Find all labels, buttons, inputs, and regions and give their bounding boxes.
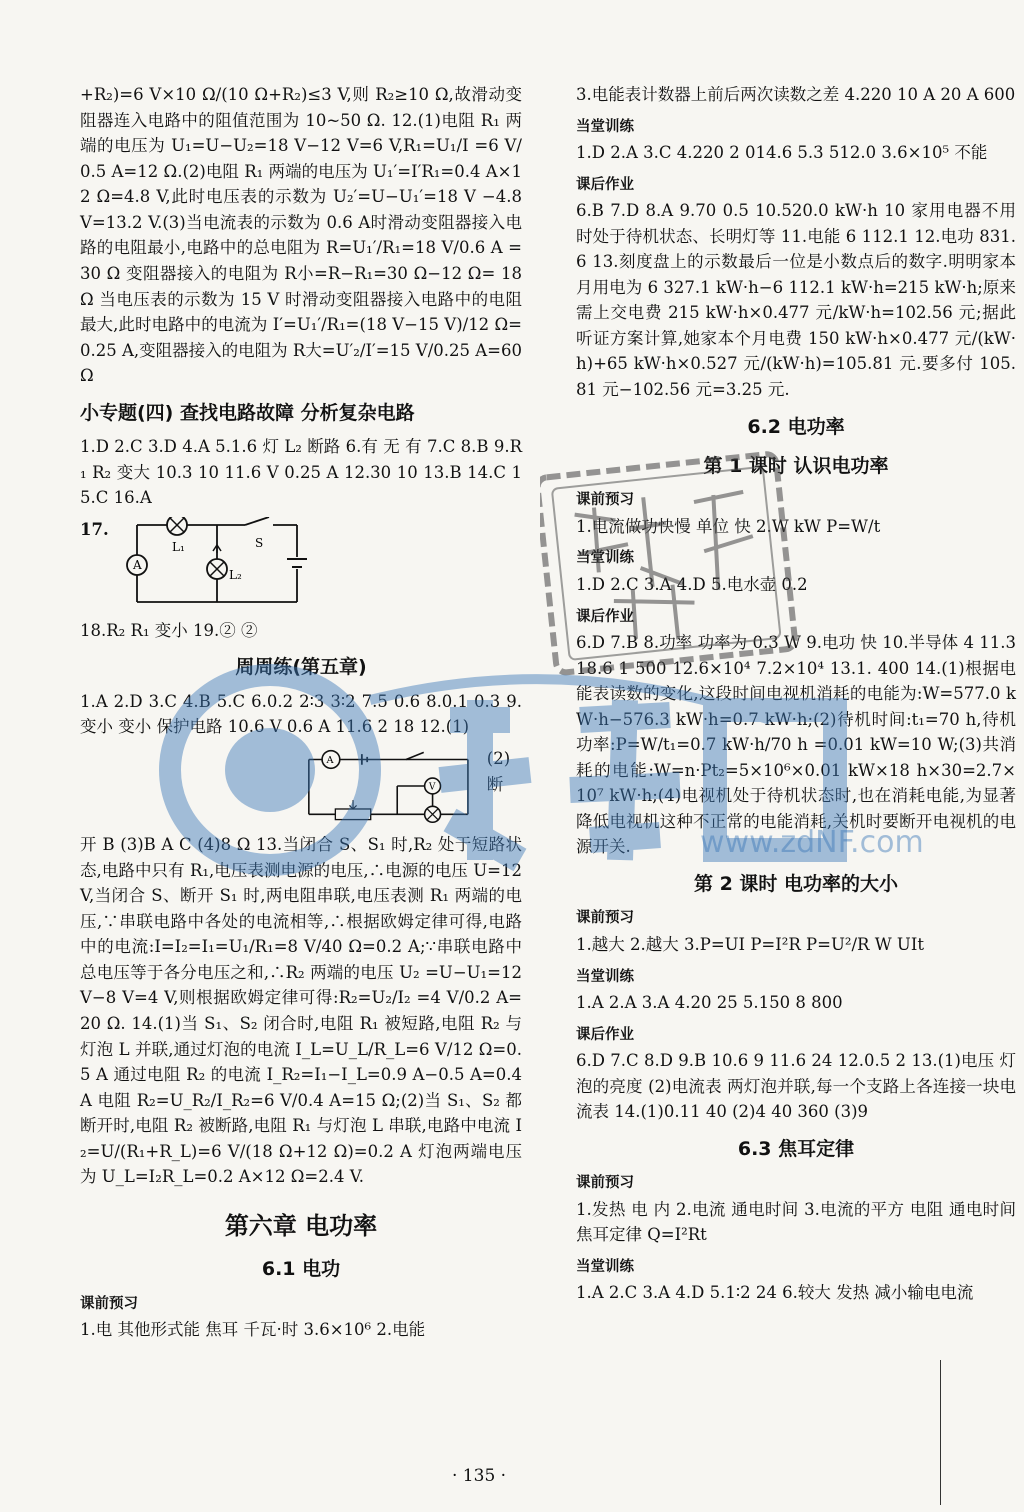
inline-text: (2)断 <box>486 749 511 794</box>
section-heading: 6.2 电功率 <box>747 415 845 438</box>
subsection-label: 课前预习 <box>576 910 634 927</box>
subsection-label: 当堂训练 <box>576 118 634 135</box>
answer-paragraph: 1.A 2.C 3.A 4.D 5.1∶2 24 6.较大 发热 减小输电电流 <box>576 1283 974 1303</box>
answer-paragraph: 18.R₂ R₁ 变小 19.② ② <box>80 620 258 640</box>
circuit-17-svg <box>117 517 317 612</box>
subsection-label: 课前预习 <box>576 1175 634 1192</box>
subsection-label: 当堂训练 <box>576 968 634 985</box>
section-heading: 6.3 焦耳定律 <box>737 1137 855 1160</box>
answer-paragraph: 开 B (3)B A C (4)8 Ω 13.当闭合 S、S₁ 时,R₂ 处于短路状态,电路中只有 R₁,电压表测电源的电压,∴电源的电压 U=12 V,当闭合 S、断开 S₁ 时,两电阻串联,电压表测 R₁ 两端的电压,∵串联电路中各处的电流相等,∴根据欧姆定律可得,电路中的电流:I=I₂=I₁=U₁/R₁=8 V/40 Ω=0.2 A;∵串联电路中总电压等于各分电压之和,∴R₂ 两端的电压 U₂ =U−U₁=12 V−8 V=4 V,则根据欧姆定律可得:R₂=U₂/I₂ =4 V/0.2 A=20 Ω. 14.(1)当 S₁、S₂ 闭合时,电阻 R₁ 被短路,电阻 R₂ 与灯泡 L 并联,通过灯泡的电流 I_L=U_L/R_L=6 V/12 Ω=0.5 A 通过电阻 R₂ 的电流 I_R₂=I₁−I_L=0.9 A−0.5 A=0.4 A 电阻 R₂=U_R₂/I_R₂=6 V/0.4 A=15 Ω;(2)当 S₁、S₂ 都断开时,电阻 R₂ 被断路,电阻 R₁ 与灯泡 L 串联,电路中电流 I₂=U/(R₁+R_L)=6 V/(18 Ω+12 Ω)=0.2 A 灯泡两端电压为 U_L=I₂R_L=0.2 A×12 Ω=2.4 V. <box>80 835 522 1187</box>
subsection-label: 课后作业 <box>576 176 634 193</box>
subsection-label: 当堂训练 <box>576 1258 634 1275</box>
answer-paragraph: 1.D 2.C 3.D 4.A 5.1.6 灯 L₂ 断路 6.有 无 有 7.C 8.B 9.R₁ R₂ 变大 10.3 10 11.6 V 0.25 A 12.30 10 13.B 14.C 15.C 16.A <box>80 437 522 508</box>
answer-paragraph: 6.D 7.C 8.D 9.B 10.6 9 11.6 24 12.0.5 2 13.(1)电压 灯泡的亮度 (2)电流表 两灯泡并联,每一个支路上各连接一块电流表 14.(1)0.11 40 (2)4 40 360 (3)9 <box>576 1051 1016 1122</box>
switch-label: S <box>254 535 263 550</box>
section-heading: 小专题(四) 查找电路故障 分析复杂电路 <box>80 401 415 424</box>
answer-paragraph: 1.A 2.A 3.A 4.20 25 5.150 8 800 <box>576 992 843 1012</box>
subsection-label: 课前预习 <box>576 492 634 509</box>
page-number: · 135 · <box>452 1466 507 1486</box>
answer-paragraph: 1.越大 2.越大 3.P=UI P=I²R P=U²/R W UIt <box>576 934 924 954</box>
stamp-mark <box>540 445 798 677</box>
subsection-label: 课后作业 <box>576 608 634 625</box>
answer-paragraph: 6.D 7.B 8.功率 功率为 0.3 W 9.电功 快 10.半导体 4 11.318.6 1 500 12.6×10⁴ 7.2×10⁴ 13.1. 400 14.(1)根据电能表读数的变化,这段时间电视机消耗的电能为:W=577.0 kW·h−576.3 kW·h=0.7 kW·h;(2)待机时间:t₁=70 h,待机功率:P=W/t₁=0.7 kW·h/70 h =0.01 kW=10 W;(3)共消耗的电能:W=n·Pt₂=5×10⁶×0.01 kW×18 h×30=2.7×10⁷ kW·h;(4)电视机处于待机状态时,也在消耗电能,为显著降低电视机这种不正常的电能消耗,关机时要断开电视机的电源开关. <box>576 632 1016 857</box>
answer-paragraph: +R₂)=6 V×10 Ω/(10 Ω+R₂)≤3 V,则 R₂≥10 Ω,故滑动变阻器连入电路中的阻值范围为 10~50 Ω. 12.(1)电阻 R₁ 两端的电压为 U₁=U−U₂=18 V−12 V=6 V,R₁=U₁/I =6 V/0.5 A=12 Ω.(2)电阻 R₁ 两端的电压为 U₁′=I′R₁=0.4 A×12 Ω=4.8 V,此时电压表的示数为 U₂′=U−U₁′=18 V −4.8 V=13.2 V.(3)当电流表的示数为 0.6 A时滑动变阻器接入电路的电阻最小,电路中的总电阻为 R=U₁′/R₁=18 V/0.6 A =30 Ω 变阻器接入的电阻为 R小=R−R₁=30 Ω−12 Ω= 18 Ω 当电压表的示数为 15 V 时滑动变阻器接入电路中的电阻最大,此时电路中的电流为 I′=U₁′/R₁=(18 V−15 V)/12 Ω= 0.25 A,变阻器接入的电阻为 R大=U′₂/I′=15 V/0.25 A=60 Ω <box>80 85 522 386</box>
subsection-label: 课后作业 <box>576 1026 634 1043</box>
section-heading: 6.1 电功 <box>261 1258 341 1281</box>
svg-text:A: A <box>326 755 334 767</box>
section-heading: 第 1 课时 认识电功率 <box>703 455 889 477</box>
answer-paragraph: 1.A 2.D 3.C 4.B 5.C 6.0.2 2∶3 3∶2 7.5 0.6 8.0.1 0.3 9.变小 变小 保护电路 10.6 V 0.6 A 11.6 2 18 12.(1) <box>80 691 522 737</box>
watermark-url: www.zdNF.com <box>700 825 924 860</box>
ammeter-label: A <box>132 557 142 572</box>
answer-paragraph: 1.D 2.A 3.C 4.220 2 014.6 5.3 512.0 3.6×10⁵ 不能 <box>576 143 988 163</box>
subsection-label: 课前预习 <box>80 1295 138 1312</box>
circuit-diagram-17 <box>80 517 522 612</box>
answer-paragraph: 1.电 其他形式能 焦耳 千瓦·时 3.6×10⁶ 2.电能 <box>80 1319 426 1339</box>
answer-paragraph: 6.B 7.D 8.A 9.70 0.5 10.520.0 kW·h 10 家用电器不用时处于待机状态、长明灯等 11.电能 6 112.1 12.电功 831.6 13.刻度盘上的示数最后一位是小数点后的数字.明明家本月用电为 6 327.1 kW·h−6 112.1 kW·h=215 kW·h;原来需上交电费 215 kW·h×0.477 元/kW·h=102.56 元;据此听证方案计算,她家本个月电费 150 kW·h×0.477 元/(kW·h)+65 kW·h×0.527 元/(kW·h)=105.81 元.要多付 105.81 元−102.56 元=3.25 元. <box>576 201 1016 399</box>
answer-paragraph: 1.发热 电 内 2.电流 通电时间 3.电流的平方 电阻 通电时间 焦耳定律 Q=I²Rt <box>576 1199 1016 1245</box>
subsection-label: 当堂训练 <box>576 550 634 567</box>
question-label: 17. <box>80 519 109 539</box>
answer-paragraph: 3.电能表计数器上前后两次读数之差 4.220 10 A 20 A 600 <box>576 85 1016 104</box>
margin-line <box>940 1360 941 1505</box>
answer-paragraph: 1.D 2.C 3.A 4.D 5.电水壶 0.2 <box>576 574 808 594</box>
lamp-l2-label: L₂ <box>228 567 242 582</box>
section-heading: 第六章 电功率 <box>224 1211 378 1240</box>
section-heading: 周周练(第五章) <box>235 656 367 679</box>
svg-text:V: V <box>429 782 436 793</box>
section-heading: 第 2 课时 电功率的大小 <box>693 873 899 896</box>
answer-paragraph: 1.电流做功快慢 单位 快 2.W kW P=W/t <box>576 516 881 536</box>
lamp-l1-label: L₁ <box>171 539 185 554</box>
